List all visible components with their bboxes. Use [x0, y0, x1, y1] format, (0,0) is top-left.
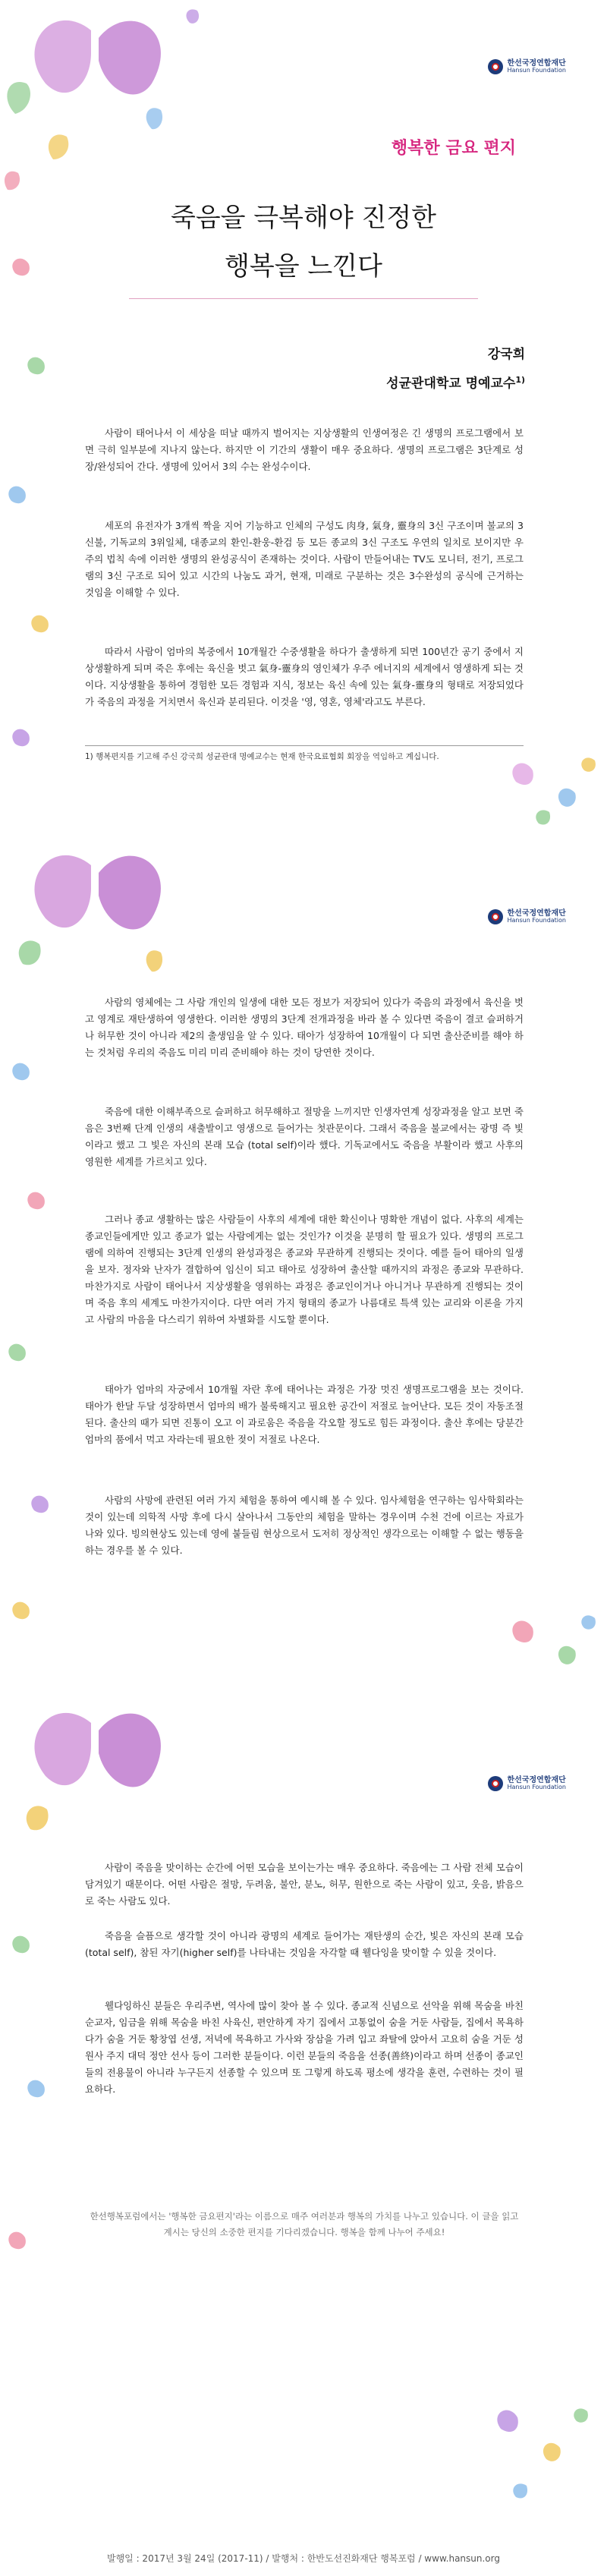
letter-page-3	[0, 1700, 607, 2576]
letter-page-2	[0, 842, 607, 1700]
paragraph-4: 사람의 영체에는 그 사람 개인의 일생에 대한 모든 정보가 저장되어 있다가 죽음의 과정에서 육신을 벗고 영계로 재탄생하여 영생한다. 이러한 생명의 3단계 전개과정을 바라 볼 수 있다면 죽음이 결코 슬퍼하거나 허무한 것이 아니라 제2의 출생임을 알 수 있다. 태아가 성장하여 10개월이 다 되면 출산준비를 해야 하는 것처럼 우리의 죽음도 미리 미리 준비해야 하는 것이 당연한 것이다.	[85, 997, 524, 1058]
paragraph-1: 사람이 태어나서 이 세상을 떠날 때까지 벌어지는 지상생활의 인생여정은 긴 생명의 프로그램에서 보면 극히 일부분에 지나지 않는다. 하지만 이 기간의 생활이 매우 중요하다. 생명의 프로그램은 3단계로 성장/완성되어 간다. 생명에 있어서 3의 수는 완성수이다.	[85, 427, 524, 472]
butterfly-decoration-left-margin-2	[0, 1055, 68, 1647]
logo-english-name: Hansun Foundation	[507, 1784, 566, 1791]
author-affiliation: 성균관대학교 명예교수	[386, 376, 516, 392]
foundation-logo-icon	[488, 59, 503, 74]
paragraph-9: 사람이 죽음을 맞이하는 순간에 어떤 모습을 보이는가는 매우 중요하다. 죽음에는 그 사람 전체 모습이 담겨있기 때문이다. 어떤 사람은 절망, 두려움, 불안, 분노, 허무, 원한으로 죽는 사람이 있고, 웃음, 밝음으로 죽는 사람도 있다.	[85, 1862, 524, 1907]
butterfly-decoration-bottom-right-2	[486, 1609, 607, 1700]
foundation-logo-icon	[488, 909, 503, 924]
butterfly-decoration-left-margin-3	[0, 1928, 68, 2383]
footnote: 1) 행복편지를 기고해 주신 강국희 성균관대 명예교수는 현재 한국요료협회 회장을 역임하고 계십니다.	[85, 745, 524, 764]
closing-notice: 한선행복포럼에서는 '행복한 금요편지'라는 이름으로 매주 여러분과 행복의 가치를 나누고 있습니다. 이 글을 읽고 계시는 당신의 소중한 편지를 기다리겠습니다. 행복을 함께 나누어 주세요!	[90, 2211, 519, 2237]
logo-korean-name: 한선국정연합재단	[507, 59, 566, 68]
paragraph-11: 웰다잉하신 분들은 우리주변, 역사에 많이 찾아 볼 수 있다. 종교적 신념으로 선악을 위해 목숨을 바친 순교자, 임금을 위해 목숨을 바친 사육신, 편안하게 자기 집에서 고통없이 숨을 거둔 사람들, 집에서 목욕하다가 숨을 거둔 황창엽 선생, 저녁에 목욕하고 가사와 장삼을 가려 입고 좌탈에 앉아서 고요히 숨을 거둔 성원사 주지 대덕 정안 선사 등이 그러한 분들이다. 이런 분들의 죽음을 선종(善終)이라고 하며 선종이 종교인들의 전용물이 아니라 누구든지 선종할 수 있으며 또 그렇게 하도록 평소에 생각을 훈련, 수련하는 것이 필요하다.	[85, 2000, 524, 2095]
paragraph-10: 죽음을 슬픔으로 생각할 것이 아니라 광명의 세계로 들어가는 재탄생의 순간, 빛은 자신의 본래 모습(total self), 참된 자기(higher self)를 나타내는 것임을 자각할 때 웰다잉을 맞이할 수 있을 것이다.	[85, 1930, 524, 1958]
paragraph-3: 따라서 사람이 엄마의 복중에서 10개월간 수중생활을 하다가 출생하게 되면 100년간 공기 중에서 지상생활하게 되며 죽은 후에는 육신을 벗고 氣身-靈身의 영인체가 우주 에너지의 세계에서 영생하게 되는 것이다. 지상생활을 통하여 경험한 모든 경험과 지식, 정보는 육신 속에 있는 氣身-靈身의 형태로 저장되었다가 죽음의 과정을 거치면서 육신과 분리된다. 이것을 '영, 영혼, 영체'라고도 부른다.	[85, 646, 524, 707]
foundation-logo-icon	[488, 1776, 503, 1791]
article-title	[121, 194, 486, 299]
logo-korean-name: 한선국정연합재단	[507, 1776, 566, 1785]
title-line-1: 죽음을 극복해야 진정한	[170, 203, 437, 233]
logo-korean-name: 한선국정연합재단	[507, 909, 566, 918]
series-title: 행복한 금요 편지	[391, 139, 516, 158]
logo-english-name: Hansun Foundation	[507, 917, 566, 924]
title-line-2: 행복을 느낀다	[225, 251, 382, 282]
butterfly-decoration-right	[486, 751, 607, 842]
foundation-logo-2	[488, 909, 567, 924]
paragraph-7: 태아가 엄마의 자궁에서 10개월 자란 후에 태어나는 과정은 가장 멋진 생명프로그램을 보는 것이다. 태아가 한달 두달 성장하면서 엄마의 배가 불룩해지고 필요한 공간이 저절로 늘어난다. 모든 것이 자동조절된다. 출산의 때가 되면 진통이 오고 이 과로움은 죽음을 각오할 정도로 힘든 과정이다. 출산 후에는 당분간 엄마의 품에서 먹고 자라는데 필요한 젖이 저절로 나온다.	[85, 1384, 524, 1445]
author-block	[386, 342, 525, 397]
publication-info: 발행일 : 2017년 3월 24일 (2017-11) / 발행처 : 한반도선진화재단 행복포럼 / www.hansun.org	[106, 2553, 500, 2564]
footnote-marker: 1)	[515, 375, 525, 385]
letter-page-1	[0, 0, 607, 842]
paragraph-2: 세포의 유전자가 3개씩 짝을 지어 기능하고 인체의 구성도 肉身, 氣身, 靈身의 3신 구조이며 불교의 3신불, 기독교의 3위일체, 대종교의 환인-환웅-환검 등 모든 종교의 3신 구조도 우연의 일치로 보이지만 우주의 법칙 속에 이러한 생명의 완성공식이 존재하는 것이다. 사람이 만들어내는 TV도 모니터, 전기, 프로그램의 3신 구조로 되어 있고 시간의 나눔도 과거, 현재, 미래로 구분하는 것은 3수완성의 공식에 근거하는 것임을 이해할 수 있다.	[85, 520, 524, 598]
butterfly-decoration-left-margin	[0, 250, 68, 782]
paragraph-6: 그러나 종교 생활하는 많은 사람들이 사후의 세계에 대한 확신이나 명확한 개념이 없다. 사후의 세계는 종교인들에게만 있고 종교가 없는 사람에게는 없는 것인가? 이것을 분명히 할 필요가 있다. 생명의 프로그램에 의하여 진행되는 3단계 인생의 완성과정은 종교와 무관하게 진행되는 것이다. 예를 들어 태아의 일생을 보자. 정자와 난자가 결합하여 임신이 되고 태아로 성장하여 출산할 때까지의 과정은 종교와 무관하다. 마찬가지로 사람이 태어나서 지상생활을 영위하는 과정은 종교인이거나 아니거나 무관하게 진행되는 것이며 죽음 후의 세계도 마찬가지이다. 다만 여러 가지 형태의 종교가 나름대로 특색 있는 교리와 이론을 가지고 사람의 마음을 다스리기 위하여 차별화를 시도할 뿐이다.	[85, 1214, 524, 1325]
author-name: 강국희	[487, 347, 525, 362]
foundation-logo	[488, 59, 567, 74]
foundation-logo-3	[488, 1776, 567, 1791]
logo-english-name: Hansun Foundation	[507, 67, 566, 74]
paragraph-8: 사람의 사망에 관련된 여러 가지 체험을 통하여 예시해 볼 수 있다. 임사체험을 연구하는 임사학회라는 것이 있는데 의학적 사망 후에 다시 살아나서 그동안의 체험을 말하는 경우이며 수천 건에 이르는 자료가 나와 있다. 빙의현상도 있는데 영에 붙들림 현상으로서 도저히 정상적인 생각으로는 이해할 수 없는 행동을 하는 경우를 볼 수 있다.	[85, 1494, 524, 1556]
title-divider	[129, 298, 478, 299]
paragraph-5: 죽음에 대한 이해부족으로 슬퍼하고 허무해하고 절망을 느끼지만 인생자연계 성장과정을 알고 보면 죽음은 3번째 단계 인생의 새출발이고 영생으로 들어가는 첫관문이다. 그래서 죽음을 불교에서는 광명 즉 빛이라고 했고 그 빛은 자신의 본래 모습 (total self)이라 했다. 기독교에서도 죽음을 부활이라 했고 사후의 영원한 세계를 가르치고 있다.	[85, 1106, 524, 1167]
butterfly-decoration-bottom-right-3	[470, 2398, 607, 2520]
